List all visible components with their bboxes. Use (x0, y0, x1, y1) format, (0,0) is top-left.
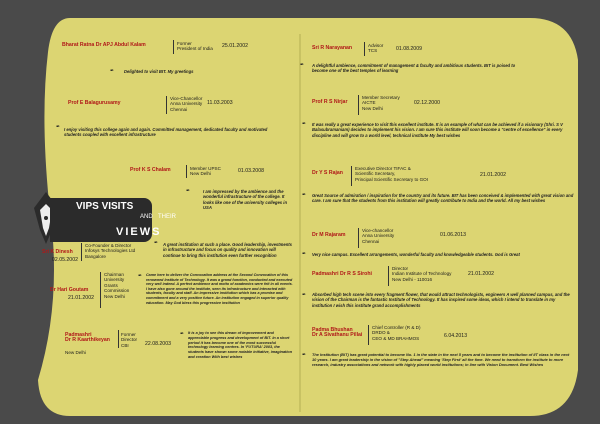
visitor-role: Executive Director TIFAC & Scientific Secretary, Principal Scientific Secretary to GOI (355, 166, 429, 182)
visit-date: 22.08.2003 (145, 341, 171, 347)
visitor-role: Co-Founder & Director Infosys Technologies Ltd Bangalore (85, 243, 136, 259)
separator (351, 166, 352, 186)
visitor-quote: It is a joy to see this dream of improvement and appreciable progress and development of BIT. In a short period it has become one of the most successful technology learning centres. In 'FUTURA' 2003, the students have shown some notable initiative, imagination and creation With best wishes (188, 331, 293, 359)
separator (100, 272, 101, 308)
separator (118, 330, 119, 348)
visitor-role: Advisor TCS (368, 43, 384, 54)
pen-bullet-icon: ✒ (56, 124, 61, 130)
visitor-quote: Came here to deliver the Convocation address at the Second Convocation of this renowned Institute of Technology. It was a grand function, conducted and executed very well indeed. A perfect ambience and motto of academics were felt in all events. I have also gone around the institute, seen its infrastructure and interacted with students, faculty and staff. An impressive institution which has a promise and commitment and a very positive future. An institution engaged in superior quality education. May God bless this progressive institution (146, 273, 293, 305)
visitor-name: Prof E Balagurusamy (68, 100, 121, 106)
badge-views: VIEWS (116, 226, 162, 238)
badge-and: AND (140, 214, 153, 220)
visitor-name: Padmashri Dr R Kaarthikeyan (65, 332, 110, 344)
visitor-name: Padma Bhushan Dr A Sivathanu Pillai (312, 327, 363, 339)
visit-date: 21.01.2002 (68, 295, 94, 301)
pen-bullet-icon: ✒ (154, 240, 159, 246)
visitor-role: Director Indian Institute of Technology New Delhi - 110016 (392, 266, 452, 282)
visitor-role: Chief Controller (R & D) DRDO & CEO & MD BRAHMOS (372, 325, 421, 341)
visitor-name: Dr Hari Goutam (50, 287, 89, 293)
visit-date: 01.08.2009 (396, 46, 422, 52)
pen-bullet-icon: ✒ (110, 68, 115, 74)
visit-date: 02.05.2002 (52, 257, 78, 263)
visitor-quote: A delightful ambience, commitment of management & faculty and ambitious students. BIT is poised to become one of the best temples of learning (312, 63, 516, 74)
separator (186, 165, 187, 178)
visit-date: 21.01.2002 (468, 271, 494, 277)
visit-date: 01.03.2008 (238, 168, 264, 174)
separator (388, 266, 389, 286)
separator (364, 42, 365, 56)
vips-visits-badge (50, 198, 176, 242)
visitor-role: Member Secretary AICTE New Delhi (362, 95, 400, 111)
separator (358, 228, 359, 248)
visit-date: 11.03.2003 (207, 100, 233, 106)
visitor-role: Former President of India (177, 41, 213, 52)
pen-bullet-icon: ✒ (300, 62, 305, 68)
visit-date: 21.01.2002 (480, 172, 506, 178)
pen-bullet-icon: ✒ (302, 192, 307, 198)
visitor-quote: Delighted to visit BIT. My greetings (124, 69, 194, 74)
visitor-role: Chairman University Grants Commission New Delhi (104, 272, 130, 299)
visitor-role: Member UPSC New Delhi (190, 166, 221, 177)
visitor-name: Bharat Ratna Dr APJ Abdul Kalam (62, 42, 146, 48)
visit-date: 02.12.2000 (414, 100, 440, 106)
pen-bullet-icon: ✒ (138, 273, 143, 279)
visitor-quote: The Institution (BIT) has great potential to become No. 1 in the state in the next 5 years and to become the institution of IIT class in the next 10 years. I am great leadership in the vision of "Step Ahead" meaning 'Step First' all the time. We need to transform the institute to more research, industry associations and network with highly placed world institutions; in line with Vision Document. Best Wishes (312, 352, 570, 367)
pen-bullet-icon: ✒ (180, 331, 185, 337)
visitor-name: Sri R Narayanan (312, 45, 353, 51)
visitor-name: Prof K S Chalam (130, 167, 171, 173)
visitor-quote: Very nice campus. Excellent arrangements, wonderful faculty and knowledgeable students. God is Great (312, 252, 520, 257)
visitor-name: Dr Y S Rajan (312, 170, 343, 176)
separator (166, 96, 167, 114)
visitor-role: Vice-chancellor Anna University Chennai (362, 228, 395, 244)
pen-bullet-icon: ✒ (302, 292, 307, 298)
pen-bullet-icon: ✒ (302, 352, 307, 358)
badge-title: VIPS VISITS (76, 201, 134, 212)
visitor-role: Vice-Chancellor Anna University Chennai (170, 96, 203, 112)
separator (368, 325, 369, 345)
visit-date: 25.01.2002 (222, 43, 248, 49)
visitor-quote: I enjoy visiting this college again and again. Committed management, dedicated faculty and motivated students coupled with excellent infrastructure (64, 127, 268, 138)
visitor-quote: It was really a great experience to visit this excellent institute. It is an example of what can be achieved if a visionary (Shri. S V Balasubramaniam) decides to implement his vision. I am sure this institute will soon become a "centre of excellence" in every discipline and will grow to a world level, technical institute My best wishes (312, 122, 563, 138)
visitor-quote: A great institution at such a place. Good leadership, investments in infrastructure and focus on quality and innovation will continue to bring this institution even further recognition (163, 242, 292, 258)
pen-bullet-icon: ✒ (302, 251, 307, 257)
badge-their: THEIR (158, 214, 176, 220)
visitor-quote: Great Source of admiration / inspiration for the country and its future. BIT has been conceived & implemented with great vision and care. I am sure that the students from this institution will greatly contribute to India and the world. All my best wishes (312, 193, 574, 204)
visitor-place: New Delhi (65, 350, 86, 355)
visitor-name: Padmashri Dr R S Sirohi (312, 271, 372, 277)
separator (173, 40, 174, 54)
visitor-name: Sri K Dinesh (42, 249, 73, 255)
visitor-name: Prof R S Nirjar (312, 99, 348, 105)
separator (358, 95, 359, 115)
visitor-role: Former Director CBI (121, 332, 138, 348)
visit-date: 01.06.2013 (440, 232, 466, 238)
pen-bullet-icon: ✒ (186, 188, 191, 194)
visitor-quote: Absorbed high tech scene into every fragment flower, that would attract technologists, engineers A well planned campus, and the vision of the Chairman is the fantastic Institute of Technology. It has inspired some ideas, which I intend to translate in my institution I wish this institute grand accomplishments (312, 292, 570, 308)
separator (81, 243, 82, 261)
visitor-quote: I am impressed by the ambience and the wonderful infrastructure of the college. It looks like one of the university colleges in USA (203, 189, 288, 210)
visit-date: 6.04.2013 (444, 333, 468, 339)
pen-bullet-icon: ✒ (302, 121, 307, 127)
visitor-name: Dr M Rajaram (312, 232, 346, 238)
